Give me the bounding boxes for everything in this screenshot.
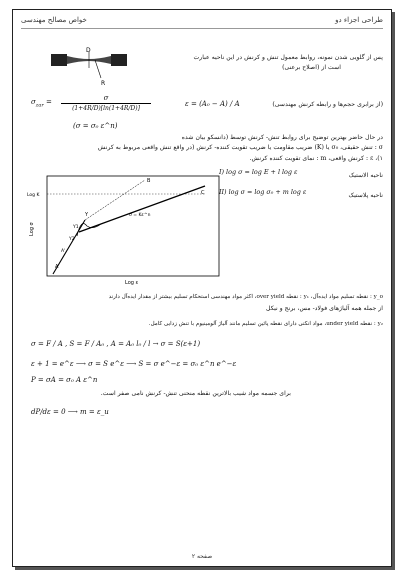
intro-line-2: است از (اصلاح برعنی) [282, 64, 341, 71]
eq-numerator: σ [61, 94, 151, 104]
chart-point-c: C [201, 190, 205, 196]
para1-line-1: در حال حاضر بهترین توضیح برای روابط تنش- کرنش توسط (دانسکو بیان شده [181, 134, 383, 141]
chart-point-y1: Y1 [73, 225, 79, 230]
eq-row-3: P = σA = σ₀ A ε^n [31, 376, 98, 384]
intro-line-1: پس از گلویی شدن نمونه، روابط معمول تنش و کرنش در این ناحیه عبارت [193, 54, 383, 61]
eq-row-1: σ = F / A , S = F / A₀ , A = A₀ l₀ / l → σ = S(ε+1) [31, 340, 201, 348]
chart-point-y2: Y2 [69, 237, 75, 242]
eq-row-2: ε + 1 = e^ε ⟶ σ = S e^ε ⟶ S = σ e^−ε = σ₀ ε^n e^−ε [31, 360, 237, 368]
specimen-label-d: D [86, 47, 91, 54]
para1-line-2: σ : تنش حقیقی، σ₀ یا (K) ضریب مقاومت یا ضریب تقویت کننده- کرنش (در واقع تنش واقعی مربوط به کرنش [97, 144, 383, 151]
eq-last: dP/dε = 0 ⟶ m = ε_u [31, 408, 109, 416]
para2-line-2: از جمله همه آلیاژهای فولاد- مس، برنج و نیکل [266, 305, 383, 312]
chart-point-y: Y [85, 212, 89, 218]
law-elastic-label: ناحیه الاستیک [348, 172, 383, 179]
law-elastic: I) log σ = log E + l log ε [219, 168, 298, 176]
eq-power-law: (σ = σ₀ ε^n) [73, 122, 118, 130]
chart-point-b: B [147, 178, 151, 184]
chart-point-a-prime: A' [61, 249, 66, 254]
chart-plastic-line [79, 186, 205, 232]
para2-line-3: y₂ : نقطه under yield، مواد انکتی دارای نقطه پائین تسلیم مانند آلیاژ آلومینیوم با تنش زدایی کامل. [148, 321, 383, 327]
eq-denominator: (1+4R/D)[ln(1+4R/D)] [72, 105, 140, 112]
document-page [12, 9, 392, 567]
eq-sigma-fraction [61, 94, 151, 113]
header-right: طراحی اجزاء دو [335, 16, 383, 24]
specimen-drawing [49, 46, 129, 88]
page-footer: صفحه ۲ [191, 553, 213, 560]
specimen-label-r: R [101, 80, 106, 87]
chart-x-title: Log ε [125, 280, 139, 286]
header-left: خواص مصالح مهندسی [21, 16, 87, 24]
para2-line-1: y_o : نقطه تسلیم مواد ایده‌آل، y₁ : نقطه over yield، اکثر مواد مهندسی استحکام تسلیم بیشتر از مقدار ایده‌آل دارند [108, 294, 383, 300]
para1-line-3: ۱)، ε : کرنش واقعی، m : نمای تقویت کننده کرنش. [249, 155, 383, 162]
chart-y-title: Log σ [29, 222, 35, 236]
law-plastic: II) log σ = log σ₀ + m log ε [219, 188, 307, 196]
chart-left-label: Log K [27, 193, 40, 198]
eq-note: (از برابری حجم‌ها و رابطه کرنش مهندسی) [272, 101, 383, 108]
eq-epsilon: ε = (A₀ − A) / A [185, 100, 240, 108]
chart-point-a: A [55, 264, 59, 270]
para3: برای جسمه مواد شیب بالاترین نقطه منحنی تنش- کرنش نامی صفر است. [100, 390, 291, 397]
eq-sigma-zar: $\sigma_{zar}$ = [31, 98, 52, 109]
law-plastic-label: ناحیه پلاستیک [348, 192, 383, 199]
stress-strain-chart [25, 170, 225, 286]
chart-curve-note: σ = Kε^n [129, 213, 151, 218]
page-header [21, 16, 383, 29]
